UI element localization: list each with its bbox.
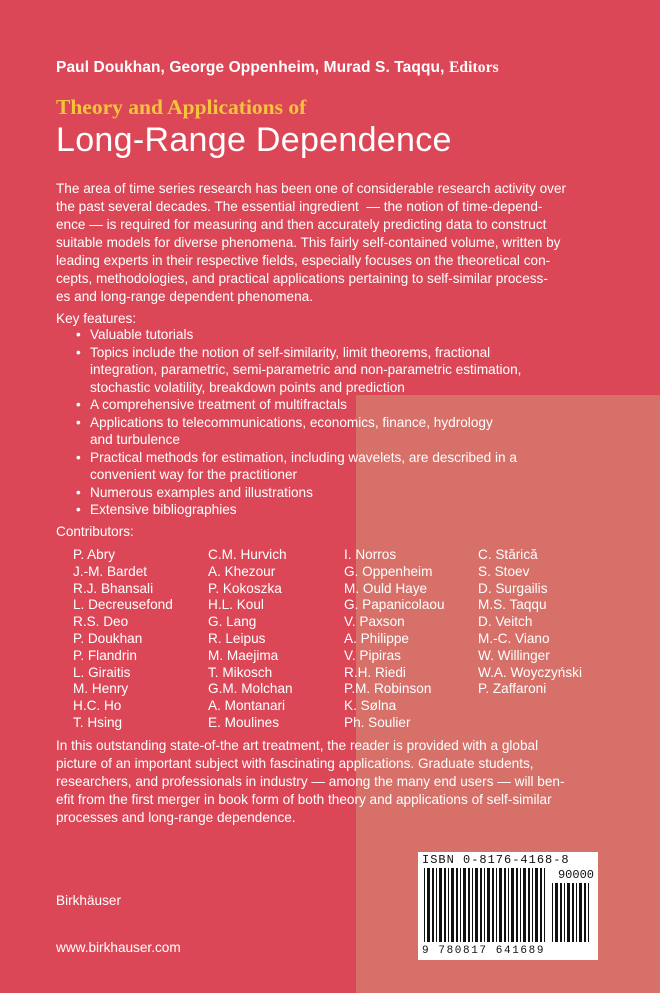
- description-line: leading experts in their respective fields, especially focuses on the theoretical con-: [56, 253, 551, 268]
- contributor-name: M.-C. Viano: [478, 630, 550, 646]
- key-feature-item: [76, 484, 596, 502]
- contributor-name: R. Leipus: [208, 630, 266, 646]
- contributor-name: H.C. Ho: [73, 698, 122, 714]
- closing-line: In this outstanding state-of-the art treatment, the reader is provided with a global: [56, 738, 539, 753]
- barcode-bar: [564, 883, 565, 942]
- description-line: cepts, methodologies, and practical applications pertaining to self-similar process-: [56, 271, 548, 286]
- contributor-name: P. Doukhan: [73, 630, 143, 646]
- contributor-name: W. Willinger: [478, 647, 550, 663]
- description-line: the past several decades. The essential ingredient — the notion of time-depend-: [56, 199, 543, 214]
- contributor-name: A. Philippe: [344, 630, 409, 646]
- closing-paragraph: [56, 737, 616, 827]
- contributor-name: J.-M. Bardet: [73, 563, 148, 579]
- contributor-name: G. Oppenheim: [344, 563, 433, 579]
- barcode-bar: [560, 883, 562, 942]
- barcode-bar: [436, 868, 437, 942]
- barcode-bar: [511, 868, 514, 942]
- key-feature-item: [76, 326, 596, 344]
- barcode-bar: [576, 883, 577, 942]
- contributor-name: R.J. Bhansali: [73, 580, 154, 596]
- contributor-name: I. Norros: [344, 547, 397, 562]
- contributor-name: L. Decreusefond: [73, 597, 173, 613]
- barcode-bar: [516, 868, 518, 942]
- key-feature-item: [76, 344, 596, 397]
- barcode-bar: [499, 868, 502, 942]
- contributor-name: H.L. Koul: [208, 597, 264, 613]
- contributor-name: D. Veitch: [478, 614, 533, 630]
- closing-line: picture of an important subject with fascinating applications. Graduate students,: [56, 756, 534, 771]
- key-feature-line: and turbulence: [90, 432, 180, 447]
- closing-line: researchers, and professionals in industry — among the many end users — will ben-: [56, 774, 565, 789]
- barcode-bar: [460, 868, 461, 942]
- barcode-bar: [532, 868, 533, 942]
- contributor-name: A. Khezour: [208, 563, 276, 579]
- barcode-bar: [432, 868, 434, 942]
- contributor-name: V. Pipiras: [344, 647, 401, 663]
- barcode-bar: [444, 868, 446, 942]
- contributor-name: M.S. Taqqu: [478, 597, 547, 613]
- contributor-name: R.H. Riedi: [344, 664, 406, 680]
- contributors-column: [478, 547, 582, 698]
- key-feature-line: • Applications to telecommunications, economics, finance, hydrology: [90, 414, 493, 430]
- addon-barcode-bars: [552, 883, 592, 942]
- contributor-name: C. Stărică: [478, 547, 538, 562]
- editors-names: Paul Doukhan, George Oppenheim, Murad S. Taqqu,: [56, 59, 445, 76]
- closing-line: efit from the first merger in book form of both theory and applications of self-similar: [56, 792, 552, 807]
- ean-number: 9 780817 641689: [422, 945, 546, 957]
- key-feature-item: [76, 449, 596, 484]
- closing-line: processes and long-range dependence.: [56, 810, 296, 825]
- key-features-list: [76, 326, 596, 519]
- barcode-bar: [579, 883, 582, 942]
- barcode-bar: [480, 868, 482, 942]
- description-line: es and long-range dependent phenomena.: [56, 289, 313, 304]
- contributor-name: S. Stoev: [478, 563, 530, 579]
- editors-suffix: Editors: [448, 59, 499, 76]
- barcode-bar: [572, 883, 574, 942]
- barcode-bar: [472, 868, 473, 942]
- contributor-name: V. Paxson: [344, 614, 405, 630]
- contributor-name: P. Zaffaroni: [478, 681, 547, 697]
- book-title-line-1: Theory and Applications of: [56, 95, 307, 119]
- key-feature-line: • Numerous examples and illustrations: [90, 484, 313, 500]
- contributor-name: P. Abry: [73, 547, 116, 562]
- key-feature-line: • A comprehensive treatment of multifractals: [90, 397, 347, 412]
- contributor-name: M. Henry: [73, 681, 129, 697]
- barcode-bar: [424, 868, 425, 942]
- contributor-name: L. Giraitis: [73, 664, 131, 680]
- barcode-bar: [475, 868, 478, 942]
- contributor-name: E. Moulines: [208, 714, 280, 730]
- contributor-name: K. Sølna: [344, 698, 397, 714]
- contributor-name: P. Flandrin: [73, 647, 137, 663]
- barcode-bar: [448, 868, 449, 942]
- description-line: suitable models for diverse phenomena. This fairly self-contained volume, written by: [56, 235, 561, 250]
- key-feature-item: [76, 501, 596, 519]
- contributor-name: D. Surgailis: [478, 580, 548, 596]
- barcode-bar: [456, 868, 458, 942]
- contributor-name: W.A. Woyczyński: [478, 664, 582, 680]
- book-title-line-2: Long-Range Dependence: [56, 121, 452, 159]
- description: [56, 180, 616, 306]
- barcode-bar: [468, 868, 470, 942]
- price-code: 90000: [557, 868, 594, 882]
- contributor-name: C.M. Hurvich: [208, 547, 287, 562]
- key-feature-item: [76, 396, 596, 414]
- contributor-name: G.M. Molchan: [208, 681, 293, 697]
- contributor-name: P. Kokoszka: [208, 580, 282, 596]
- contributor-name: A. Montanari: [208, 698, 286, 714]
- barcode-bar: [535, 868, 538, 942]
- key-feature-line: • Practical methods for estimation, including wavelets, are described in a: [90, 449, 517, 465]
- barcode-bar: [439, 868, 442, 942]
- key-feature-line: • Topics include the notion of self-similarity, limit theorems, fractional: [90, 344, 491, 360]
- key-feature-item: [76, 414, 596, 449]
- barcode-bar: [508, 868, 509, 942]
- contributor-name: G. Papanicolaou: [344, 597, 445, 613]
- ean-barcode-bars: [424, 868, 548, 942]
- key-feature-line: • Valuable tutorials: [90, 327, 194, 342]
- contributor-name: P.M. Robinson: [344, 681, 432, 697]
- contributor-name: T. Mikosch: [208, 664, 273, 680]
- barcode-bar: [528, 868, 530, 942]
- editors-line: [56, 59, 499, 77]
- barcode-bar: [540, 868, 542, 942]
- contributors-column: [344, 547, 445, 732]
- barcode-bar: [567, 883, 570, 942]
- barcode-bar: [487, 868, 490, 942]
- barcode-bar: [451, 868, 454, 942]
- contributor-name: M. Maejima: [208, 647, 279, 663]
- contributor-name: T. Hsing: [73, 714, 123, 730]
- barcode-bar: [484, 868, 485, 942]
- barcode-bar: [584, 883, 586, 942]
- key-feature-line: stochastic volatility, breakdown points and prediction: [90, 379, 405, 395]
- barcode-bar: [427, 868, 430, 942]
- isbn-text: ISBN 0-8176-4168-8: [422, 853, 570, 867]
- publisher-website: www.birkhauser.com: [56, 940, 181, 955]
- contributor-name: G. Lang: [208, 614, 257, 630]
- barcode-bar: [520, 868, 521, 942]
- contributor-name: Ph. Soulier: [344, 714, 411, 730]
- contributors-column: [208, 547, 293, 732]
- contributors-heading: Contributors:: [56, 524, 134, 539]
- barcode-bar: [555, 883, 558, 942]
- barcode-bar: [552, 883, 553, 942]
- barcode-bar: [496, 868, 497, 942]
- contributor-name: M. Ould Haye: [344, 580, 428, 596]
- barcode-bar: [544, 868, 545, 942]
- barcode-bar: [504, 868, 506, 942]
- key-features-heading: Key features:: [56, 311, 137, 326]
- description-line: ence — is required for measuring and then accurately predicting data to construct: [56, 217, 547, 232]
- barcode-bar: [588, 883, 589, 942]
- isbn-barcode: [418, 852, 598, 960]
- barcode-bar: [523, 868, 526, 942]
- key-feature-line: convenient way for the practitioner: [90, 467, 298, 482]
- contributor-name: R.S. Deo: [73, 614, 129, 630]
- barcode-bar: [463, 868, 466, 942]
- barcode-bar: [492, 868, 494, 942]
- description-line: The area of time series research has been one of considerable research activity over: [56, 181, 567, 196]
- publisher-name: Birkhäuser: [56, 893, 121, 908]
- key-feature-line: • Extensive bibliographies: [90, 502, 237, 517]
- contributors-column: [73, 547, 173, 732]
- key-feature-line: integration, parametric, semi-parametric and non-parametric estimation,: [90, 362, 522, 377]
